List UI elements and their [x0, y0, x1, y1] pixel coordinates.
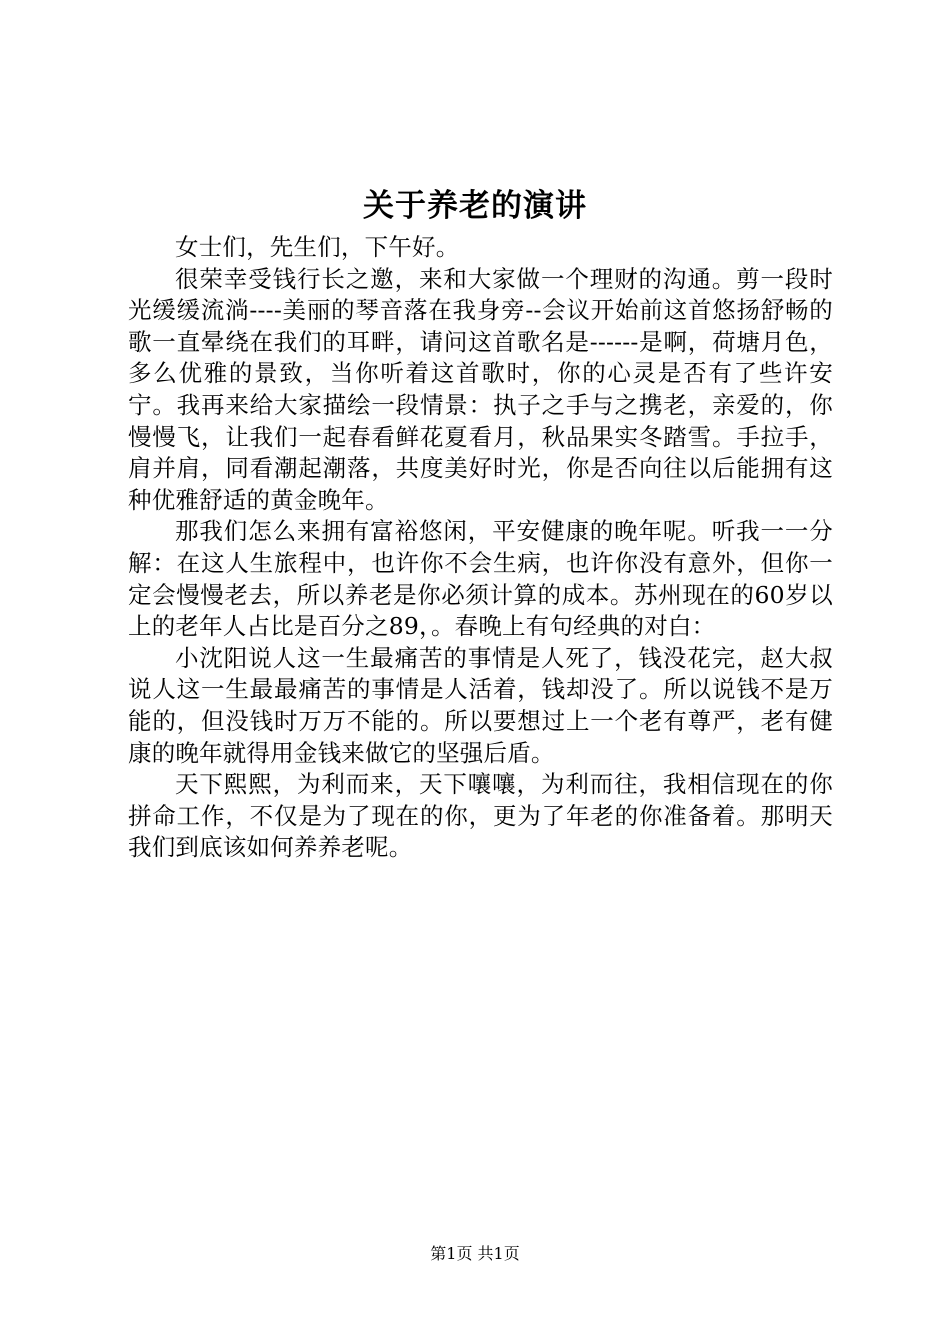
paragraph-retirement: 那我们怎么来拥有富裕悠闲，平安健康的晚年呢。听我一一分解：在这人生旅程中，也许你不会生病，也许你没有意外，但你一定会慢慢老去，所以养老是你必须计算的成本。苏州现在的60岁以上的老年人占比是百分之89，。春晚上有句经典的对白： [128, 517, 833, 641]
document-title: 关于养老的演讲 [363, 188, 587, 224]
paragraph-intro: 很荣幸受钱行长之邀，来和大家做一个理财的沟通。剪一段时光缓缓流淌----美丽的琴音落在我身旁--会议开始前这首悠扬舒畅的歌一直晕绕在我们的耳畔，请问这首歌名是------是啊，荷塘月色，多么优雅的景致，当你听着这首歌时，你的心灵是否有了些许安宁。我再来给大家描绘一段情景：执子之手与之携老，亲爱的，你慢慢飞，让我们一起春看鲜花夏看月，秋品果实冬踏雪。手拉手，肩并肩，同看潮起潮落，共度美好时光，你是否向往以后能拥有这种优雅舒适的黄金晚年。 [128, 264, 833, 514]
paragraph-dialogue: 小沈阳说人这一生最痛苦的事情是人死了，钱没花完，赵大叔说人这一生最最痛苦的事情是人活着，钱却没了。所以说钱不是万能的，但没钱时万万不能的。所以要想过上一个老有尊严，老有健康的晚年就得用金钱来做它的坚强后盾。 [128, 643, 833, 767]
paragraph-greeting: 女士们，先生们，下午好。 [175, 233, 460, 261]
document-body [128, 232, 833, 864]
page-number-footer: 第1页 共1页 [430, 1244, 520, 1263]
paragraph-closing: 天下熙熙，为利而来，天下嚷嚷，为利而往，我相信现在的你拼命工作，不仅是为了现在的你，更为了年老的你准备着。那明天我们到底该如何养养老呢。 [128, 770, 833, 862]
